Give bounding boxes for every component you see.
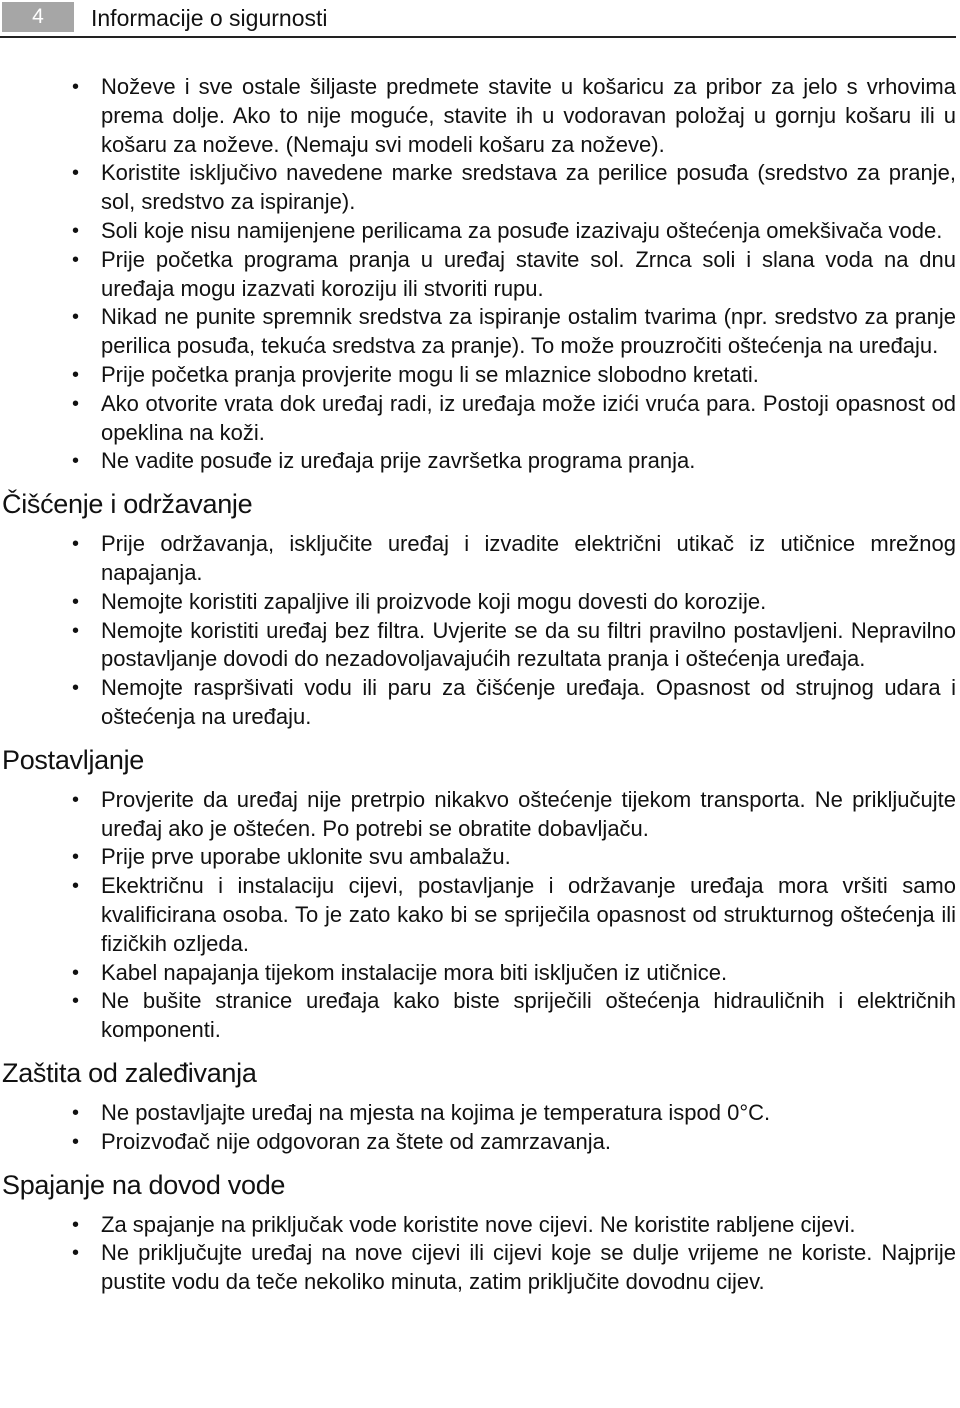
installation-list [0, 786, 960, 1045]
section-title-cleaning: Čišćenje i održavanje [2, 489, 253, 520]
section-title-frost-protection: Zaštita od zaleđivanja [2, 1057, 257, 1088]
list-item: • Nemojte koristiti zapaljive ili proizvode koji mogu dovesti do korozije. [0, 588, 960, 617]
list-item: • Proizvođač nije odgovoran za štete od zamrzavanja. [0, 1128, 960, 1157]
list-item: • Prije početka programa pranja u uređaj stavite sol. Zrnca soli i slana voda na dnu uređaja mogu izazvati koroziju ili stvoriti rupu. [0, 246, 960, 304]
section-title-installation: Postavljanje [2, 744, 144, 775]
page-content [0, 73, 960, 1297]
list-item: • Provjerite da uređaj nije pretrpio nikakvo oštećenje tijekom transporta. Ne priključujte uređaj ako je oštećen. Po potrebi se obratite dobavljaču. [0, 786, 960, 844]
list-item: • Nemojte koristiti uređaj bez filtra. Uvjerite se da su filtri pravilno postavljeni. Nepravilno postavljanje dovodi do nezadovoljavajućih rezultata pranja i oštećenja uređaja. [0, 617, 960, 675]
list-item: • Noževe i sve ostale šiljaste predmete stavite u košaricu za pribor za jelo s vrhovima prema dolje. Ako to nije moguće, stavite ih u vodoravan položaj u gornju košaru ili u košaru za noževe. (Nemaju svi modeli košaru za noževe). [0, 73, 960, 159]
list-item: • Nemojte raspršivati vodu ili paru za čišćenje uređaja. Opasnost od strujnog udara i oštećenja na uređaju. [0, 674, 960, 732]
list-item: • Prije održavanja, isključite uređaj i izvadite električni utikač iz utičnice mrežnog napajanja. [0, 530, 960, 588]
list-item: • Kabel napajanja tijekom instalacije mora biti isključen iz utičnice. [0, 959, 960, 988]
list-item: • Ako otvorite vrata dok uređaj radi, iz uređaja može izići vruća para. Postoji opasnost od opeklina na koži. [0, 390, 960, 448]
list-item: • Ne postavljajte uređaj na mjesta na kojima je temperatura ispod 0°C. [0, 1099, 960, 1128]
list-item: • Ne bušite stranice uređaja kako biste spriječili oštećenja hidrauličnih i električnih komponenti. [0, 987, 960, 1045]
header-title: Informacije o sigurnosti [91, 5, 328, 31]
water-connection-list [0, 1211, 960, 1297]
list-item: • Ne vadite posuđe iz uređaja prije završetka programa pranja. [0, 447, 960, 476]
list-item: • Nikad ne punite spremnik sredstva za ispiranje ostalim tvarima (npr. sredstvo za pranje perilica posuđa, tekuća sredstva za pranje). To može prouzročiti oštećenja na uređaju. [0, 303, 960, 361]
list-item: • Soli koje nisu namijenjene perilicama za posuđe izazivaju oštećenja omekšivača vode. [0, 217, 960, 246]
list-item: • Ekektričnu i instalaciju cijevi, postavljanje i održavanje uređaja mora vršiti samo kvalificirana osoba. To je zato kako bi se spriječila opasnost od strukturnog oštećenja ili fizičkih ozljeda. [0, 872, 960, 958]
frost-protection-list [0, 1099, 960, 1157]
list-item: • Koristite isključivo navedene marke sredstava za perilice posuđa (sredstvo za pranje, sol, sredstvo za ispiranje). [0, 159, 960, 217]
header-divider [0, 36, 956, 38]
list-item: • Za spajanje na priključak vode koristite nove cijevi. Ne koristite rabljene cijevi. [0, 1211, 960, 1240]
section-title-water-connection: Spajanje na dovod vode [2, 1169, 286, 1200]
list-item: • Ne priključujte uređaj na nove cijevi ili cijevi koje se dulje vrijeme ne koriste. Najprije pustite vodu da teče nekoliko minuta, zatim priključite dovodnu cijev. [0, 1239, 960, 1297]
page-number: 4 [2, 2, 74, 32]
cleaning-list [0, 530, 960, 732]
page-header [0, 0, 960, 40]
list-item: • Prije prve uporabe uklonite svu ambalažu. [0, 843, 960, 872]
list-item: • Prije početka pranja provjerite mogu li se mlaznice slobodno kretati. [0, 361, 960, 390]
intro-list [0, 73, 960, 476]
